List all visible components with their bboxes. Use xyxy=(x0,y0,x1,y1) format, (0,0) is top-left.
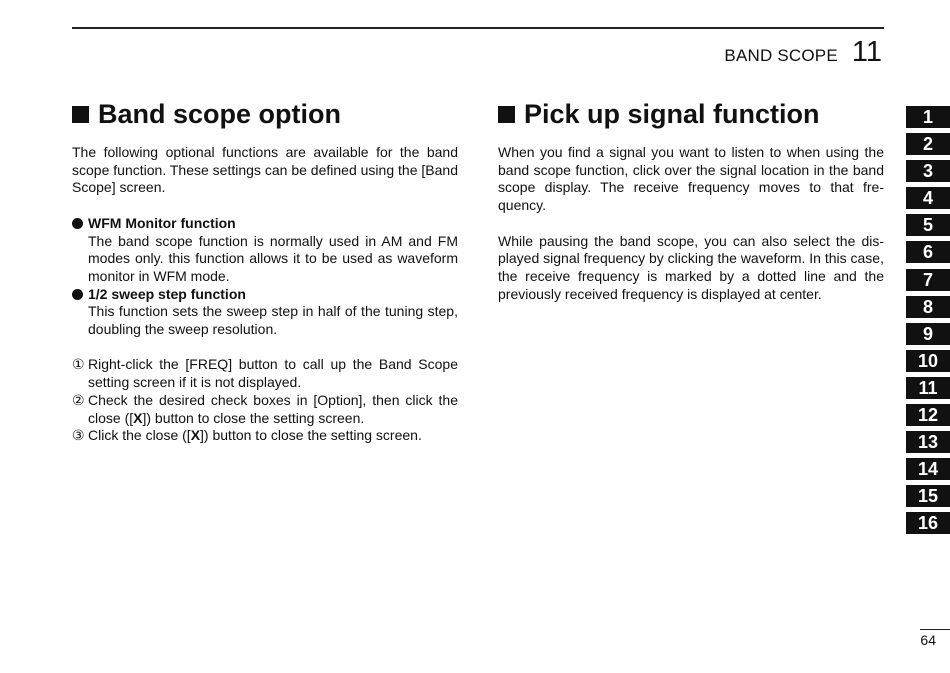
bullet-half-sweep xyxy=(72,286,458,339)
chapter-tab[interactable]: 1 xyxy=(906,106,950,128)
chapter-tab[interactable]: 9 xyxy=(906,323,950,345)
chapter-tab[interactable]: 7 xyxy=(906,269,950,291)
pick-up-paragraph-2: While pausing the band scope, you can also select the dis-played signal frequency by clicking the waveform. In this case, the receive frequency is marked by a dotted line and the previously received frequency is displayed at center. xyxy=(498,232,884,302)
chapter-tab[interactable]: 2 xyxy=(906,133,950,155)
step-1 xyxy=(72,356,458,391)
chapter-tab[interactable]: 6 xyxy=(906,241,950,263)
running-head xyxy=(724,36,882,69)
page-number: 64 xyxy=(920,632,936,648)
circled-1-icon: ① xyxy=(72,356,85,373)
chapter-tab[interactable]: 8 xyxy=(906,296,950,318)
band-scope-option-heading: Band scope option xyxy=(72,98,458,130)
chapter-tab[interactable]: 14 xyxy=(906,458,950,480)
bullet-title: 1/2 sweep step function xyxy=(88,285,246,302)
intro-paragraph: The following optional functions are available for the band scope function. These settings can be defined using the [Band Scope] screen. xyxy=(72,144,458,196)
circled-2-icon: ② xyxy=(72,391,85,408)
section-title: BAND SCOPE xyxy=(724,46,838,65)
chapter-tab[interactable]: 5 xyxy=(906,214,950,236)
bullet-dot-icon xyxy=(72,218,83,229)
step-text: Click the close ([X]) button to close the setting screen. xyxy=(88,427,422,444)
square-bullet-icon xyxy=(72,106,89,123)
circled-3-icon: ③ xyxy=(72,427,85,444)
step-2 xyxy=(72,392,458,427)
chapter-tab[interactable]: 3 xyxy=(906,160,950,182)
bullet-title: WFM Monitor function xyxy=(88,214,236,231)
chapter-tab[interactable]: 16 xyxy=(906,512,950,534)
pick-up-signal-heading: Pick up signal function xyxy=(498,98,884,130)
left-column xyxy=(72,98,458,445)
step-text: Right-click the [FREQ] button to call up the Band Scope setting screen if it is not displayed. xyxy=(88,356,458,391)
bullet-text: This function sets the sweep step in half of the tuning step, doubling the sweep resolution. xyxy=(88,303,458,338)
chapter-tab[interactable]: 12 xyxy=(906,404,950,426)
page-number-rule xyxy=(920,629,950,630)
chapter-tab[interactable]: 11 xyxy=(906,377,950,399)
step-text: Check the desired check boxes in [Option], then click the close ([X]) button to close the setting screen. xyxy=(88,391,458,426)
right-column xyxy=(498,98,884,303)
chapter-tab[interactable]: 10 xyxy=(906,350,950,372)
chapter-tab[interactable]: 13 xyxy=(906,431,950,453)
square-bullet-icon xyxy=(498,106,515,123)
chapter-tab[interactable]: 4 xyxy=(906,187,950,209)
top-rule xyxy=(72,27,884,29)
chapter-number: 11 xyxy=(851,36,882,68)
bullet-dot-icon xyxy=(72,289,83,300)
chapter-tab[interactable]: 15 xyxy=(906,485,950,507)
chapter-tabs xyxy=(906,106,950,540)
step-3 xyxy=(72,427,458,445)
bullet-text: The band scope function is normally used in AM and FM modes only. this function allows it to be used as waveform monitor in WFM mode. xyxy=(88,232,458,284)
bullet-wfm-monitor xyxy=(72,215,458,286)
pick-up-paragraph-1: When you find a signal you want to listen to when using the band scope function, click over the signal location in the band scope display. The receive frequency moves to that fre-quency. xyxy=(498,144,884,214)
